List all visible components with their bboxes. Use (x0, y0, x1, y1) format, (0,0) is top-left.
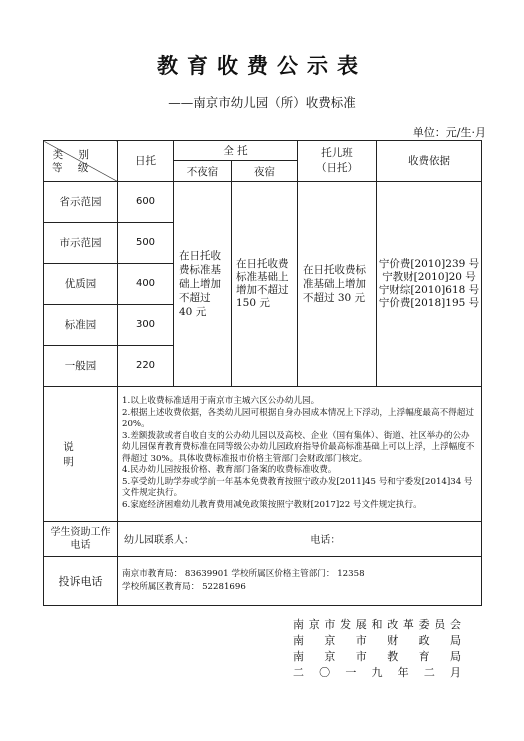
aid-phone-content (118, 522, 482, 557)
aid-phone-field-label: 电话： (310, 535, 341, 547)
grade-cell: 优质园 (44, 263, 118, 304)
complaint-line: 学校所属区教育局： 52281696 (122, 581, 246, 592)
issuer-line: 南京市发展和改革委员会 (293, 618, 461, 631)
notes-content (118, 386, 482, 521)
notes-label: 说 明 (44, 386, 118, 521)
fee-cell: 220 (118, 345, 174, 386)
grade-cell: 标准园 (44, 304, 118, 345)
issuer-block (293, 617, 461, 681)
basis-header: 收费依据 (377, 141, 482, 182)
fee-basis-list (377, 181, 482, 386)
grade-cell: 一般园 (44, 345, 118, 386)
note-item: 2.根据上述收费依据，各类幼儿园可根据自身办园成本情况上下浮动，上浮幅度最高不得超过 20%。 (122, 407, 474, 430)
note-item: 4.民办幼儿园按报价格、教育部门备案的收费标准收费。 (122, 465, 337, 476)
full-care-header: 全 托 (174, 141, 298, 161)
basis-item: 宁价费[2010]239 号 (378, 257, 480, 270)
unit-label: 单位：元/生·月 (412, 126, 486, 139)
no-overnight-header: 不夜宿 (174, 161, 232, 181)
nursery-header (298, 141, 377, 182)
issue-date: 二〇一九年二月 (293, 666, 461, 679)
overnight-header: 夜宿 (232, 161, 298, 181)
nursery-rule: 在日托收费标准基础上增加不超过 30 元 (298, 181, 377, 386)
page-subtitle: ——南京市幼儿园（所）收费标准 (168, 95, 356, 110)
basis-item: 宁教财[2010]20 号 (382, 270, 476, 283)
kindergarten-contact-label: 幼儿园联系人： (124, 535, 194, 547)
fee-table (43, 140, 482, 606)
grade-cell: 市示范园 (44, 222, 118, 263)
no-overnight-rule: 在日托收费标准基础上增加不超过 40 元 (174, 181, 232, 386)
complaint-phone-content (118, 556, 482, 605)
complaint-line: 南京市教育局： 83639901 学校所属区价格主管部门： 12358 (122, 568, 365, 579)
grade-header: 等 级 (52, 161, 95, 174)
note-item: 1.以上收费标准适用于南京市主城六区公办幼儿园。 (122, 396, 320, 407)
complaint-phone-label: 投诉电话 (44, 556, 118, 605)
nursery-title: 托儿班 (321, 146, 353, 159)
day-care-header: 日托 (118, 141, 174, 182)
note-item: 5.享受幼儿助学券或学前一年基本免费教育按照宁政办发[2011]45 号和宁委发[2014]34 号文件规定执行。 (122, 476, 473, 499)
note-item: 3.差额拨款或者自收自支的公办幼儿园以及高校、企业（国有集体）、街道、社区举办的公办幼儿园保育教育费标准在同等级公办幼儿园政府指导价最高标准基础上可以上浮，上浮幅度不得超过 30%。具体收费标准报市价格主管部门会财政部门核定。 (122, 430, 475, 464)
basis-item: 宁财综[2010]618 号 (378, 283, 480, 296)
overnight-rule: 在日托收费标准基础上增加不超过 150 元 (232, 181, 298, 386)
issuer-line: 南京市财政局 (293, 634, 461, 647)
grade-cell: 省示范园 (44, 181, 118, 222)
fee-cell: 400 (118, 263, 174, 304)
category-grade-header (44, 141, 118, 182)
issuer-line: 南京市教育局 (293, 650, 461, 663)
nursery-subtitle: （日托） (316, 161, 358, 174)
category-header: 类 别 (52, 149, 95, 161)
fee-cell: 300 (118, 304, 174, 345)
fee-cell: 500 (118, 222, 174, 263)
basis-item: 宁价费[2018]195 号 (378, 296, 480, 309)
page-title: 教育收费公示表 (157, 53, 367, 78)
note-item: 6.家庭经济困难幼儿教育费用减免政策按照宁教财[2017]22 号文件规定执行。 (122, 499, 422, 510)
fee-cell: 600 (118, 181, 174, 222)
aid-phone-label: 学生资助工作电话 (44, 522, 118, 557)
